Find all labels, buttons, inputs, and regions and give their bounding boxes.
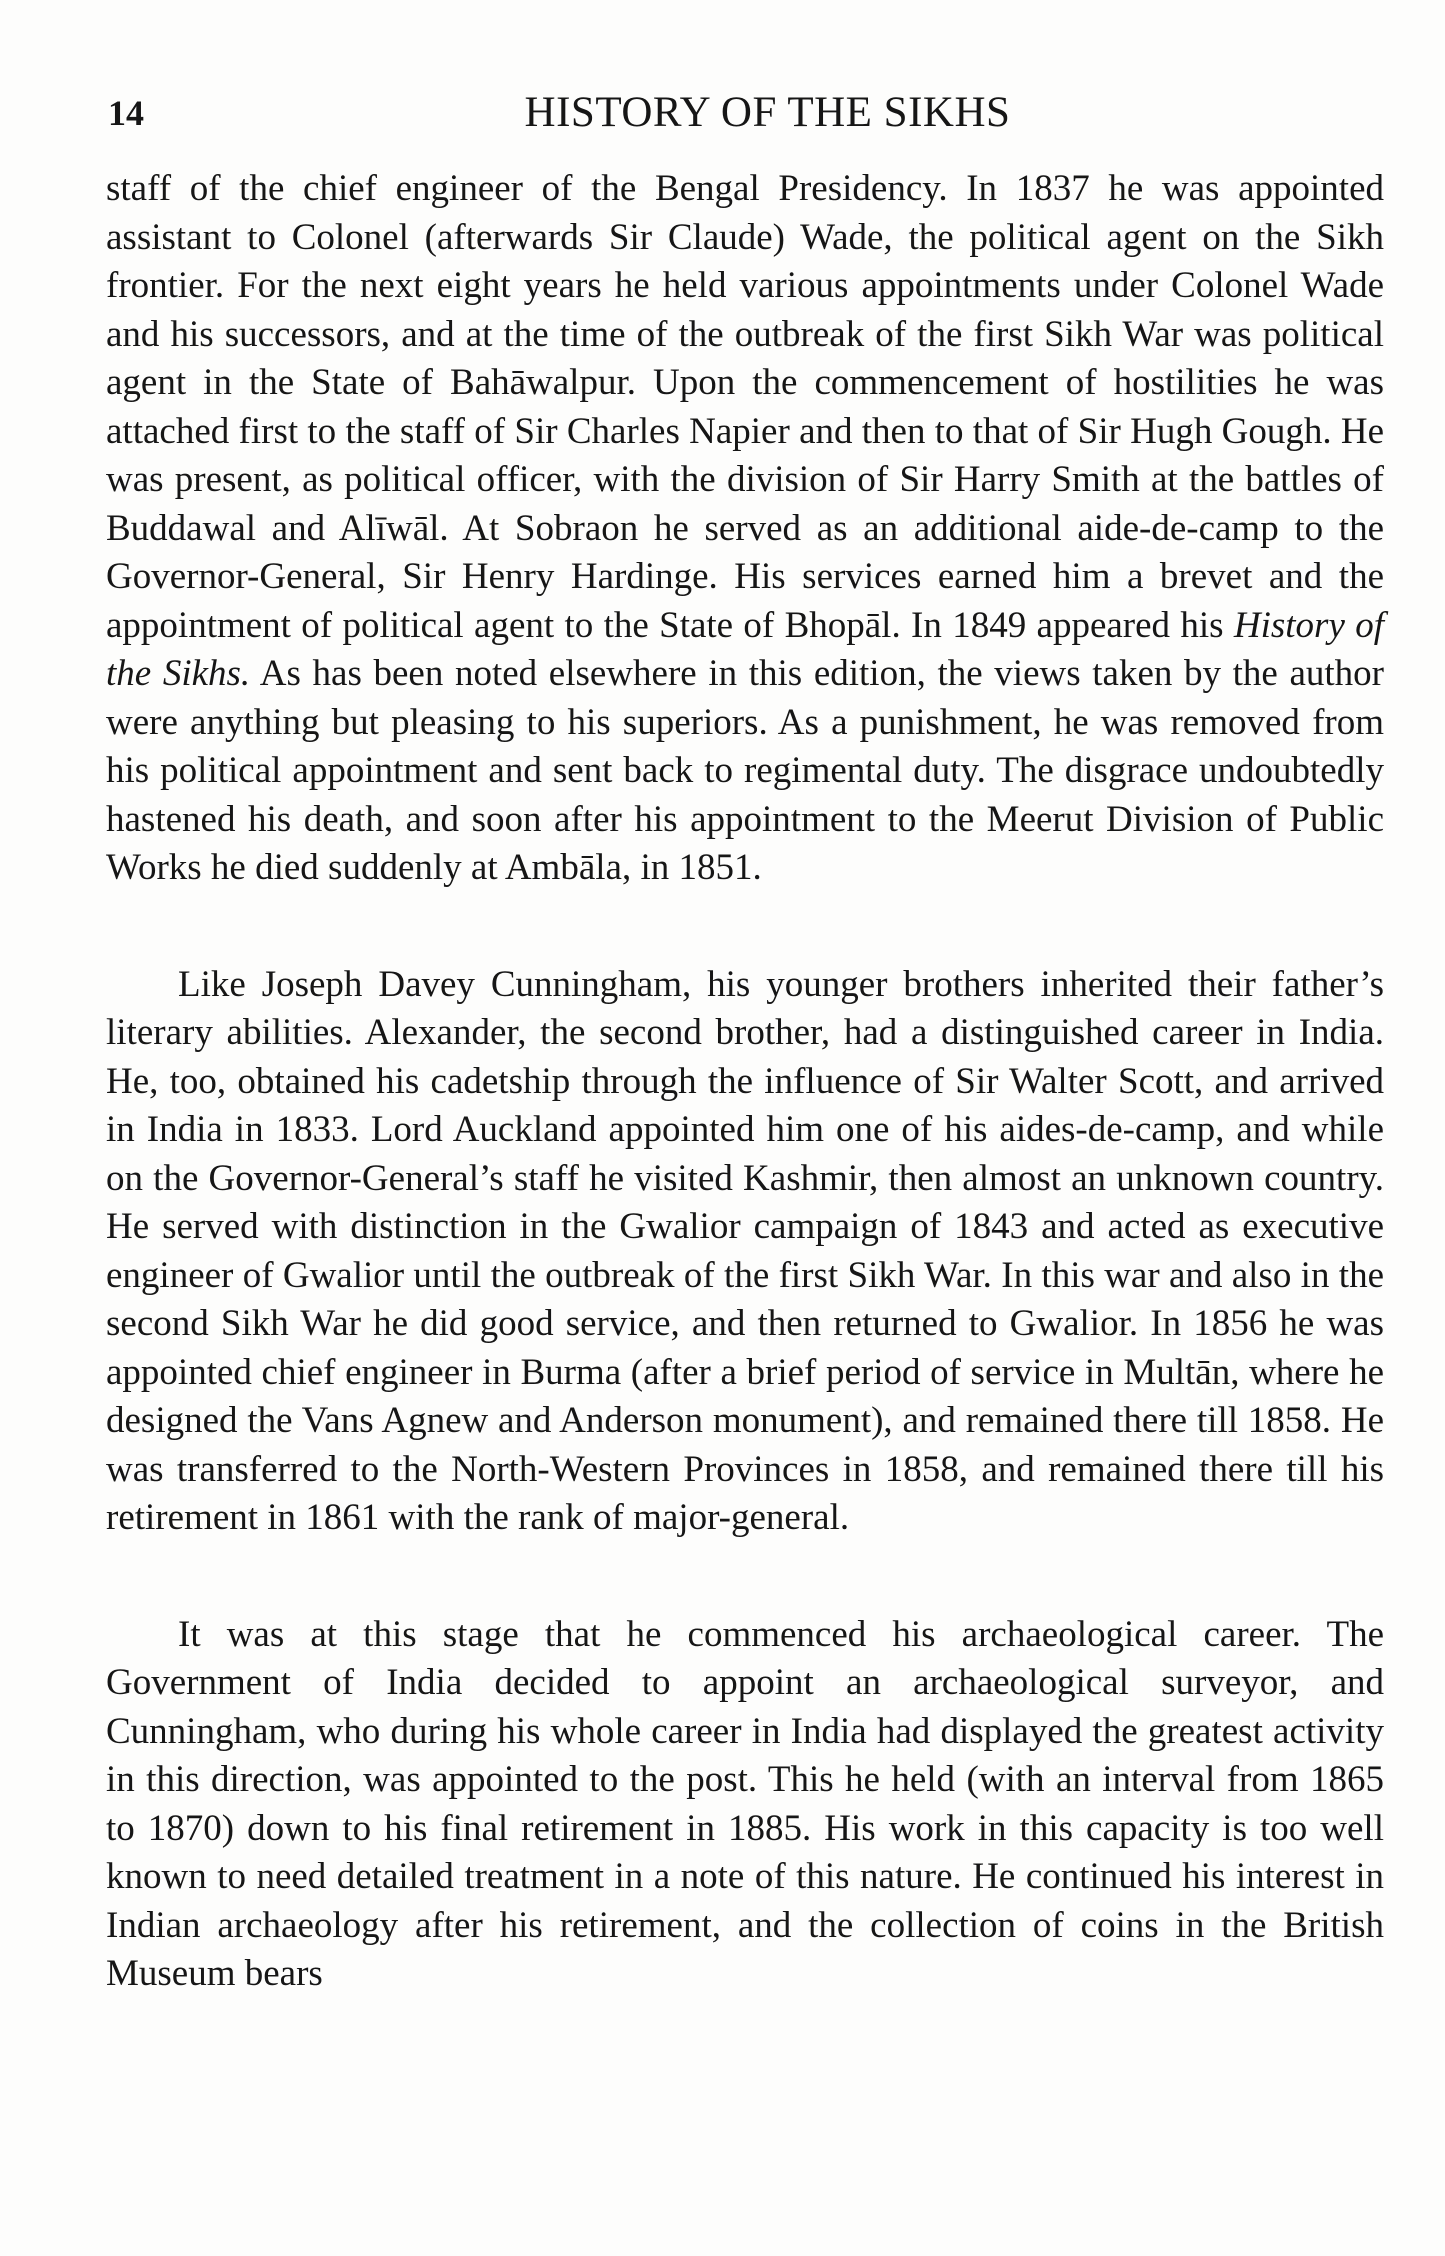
page-header [0, 78, 1445, 148]
running-title: HISTORY OF THE SIKHS [524, 89, 1011, 136]
page-number: 14 [108, 93, 144, 133]
body-text [106, 165, 1384, 1999]
paragraph-1 [106, 165, 1384, 893]
paragraph-2: Like Joseph Davey Cunningham, his younger brothers inherited their father’s literary abilities. Alexander, the second brother, had a distinguished career in India. He, too, obtained his cadetship through the influence of Sir Walter Scott, and arrived in India in 1833. Lord Auckland appointed him one of his aides-de-camp, and while on the Governor-General’s staff he visited Kashmir, then almost an unknown country. He served with distinction in the Gwalior campaign of 1843 and acted as executive engineer of Gwalior until the outbreak of the first Sikh War. In this war and also in the second Sikh War he did good service, and then returned to Gwalior. In 1856 he was appointed chief engineer in Burma (after a brief period of service in Multān, where he designed the Vans Agnew and Anderson monument), and remained there till 1858. He was transferred to the North-Western Provinces in 1858, and remained there till his retirement in 1861 with the rank of major-general. [106, 963, 1384, 1538]
paragraph-1-text-b: As has been noted elsewhere in this edition, the views taken by the author were anything but pleasing to his superiors. As a punishment, he was removed from his political appointment and sent back to regimental duty. The disgrace undoubtedly hastened his death, and soon after his appointment to the Meerut Division of Public Works he died suddenly at Ambāla, in 1851. [106, 653, 1384, 888]
paragraph-1-text-a: staff of the chief engineer of the Bengal Presidency. In 1837 he was appointed assistant to Colonel (afterwards Sir Claude) Wade, the political agent on the Sikh frontier. For the next eight years he held various appointments under Colonel Wade and his successors, and at the time of the outbreak of the first Sikh War was political agent in the State of Bahāwalpur. Upon the commencement of hostilities he was attached first to the staff of Sir Charles Napier and then to that of Sir Hugh Gough. He was present, as political officer, with the division of Sir Harry Smith at the battles of Buddawal and Alīwāl. At Sobraon he served as an additional aide-de-camp to the Governor-General, Sir Henry Hardinge. His services earned him a brevet and the appointment of political agent to the State of Bhopāl. In 1849 appeared his [106, 168, 1384, 646]
paragraph-3: It was at this stage that he commenced his archaeological career. The Government of India decided to appoint an archaeological surveyor, and Cunningham, who during his whole career in India had displayed the greatest activity in this direction, was appointed to the post. This he held (with an interval from 1865 to 1870) down to his final retirement in 1885. His work in this capacity is too well known to need detailed treatment in a note of this nature. He continued his interest in Indian archaeology after his retirement, and the collection of coins in the British Museum bears [106, 1613, 1384, 1994]
book-title-italic: History of the Sikhs. [106, 604, 1384, 694]
